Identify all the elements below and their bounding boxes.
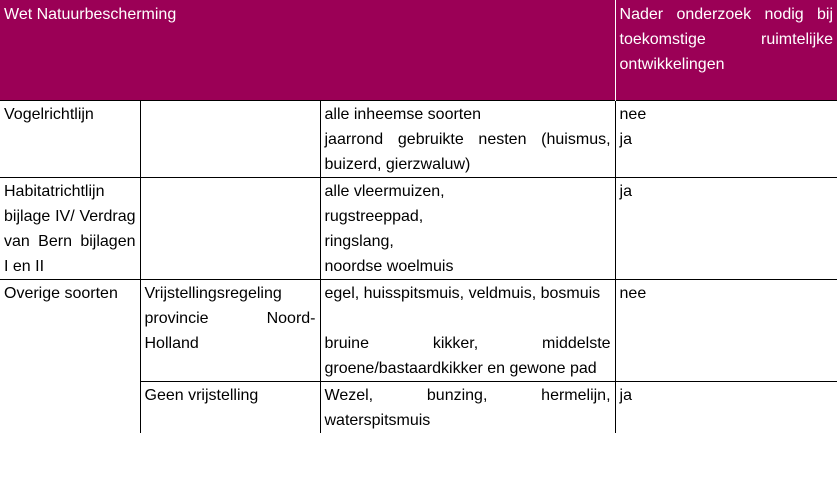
table-row [0, 100, 837, 177]
species-cell [320, 177, 615, 279]
species-item: alle inheemse soorten [324, 105, 482, 123]
species-item: jaarrond gebruikte nesten (huismus, buizerd, gierzwaluw) [324, 130, 611, 173]
table-row [0, 279, 837, 381]
subcategory-cell: Vrijstellingsregeling provincie Noord-Holland [140, 279, 320, 381]
species-item: egel, huisspitsmuis, veldmuis, bosmuis [324, 284, 601, 302]
category-cell: Overige soorten [0, 279, 140, 433]
species-item: noordse woelmuis [324, 257, 454, 275]
subcategory-cell: Geen vrijstelling [140, 381, 320, 433]
species-item: bruine kikker, middelste groene/bastaardkikker en gewone pad [324, 334, 611, 377]
category-cell: Habitatrichtlijn bijlage IV/ Verdrag van Bern bijlagen I en II [0, 177, 140, 279]
table-row [0, 177, 837, 279]
study-cell: ja [615, 177, 837, 279]
species-cell: Wezel, bunzing, hermelijn, waterspitsmuis [320, 381, 615, 433]
species-item: ringslang, [324, 232, 394, 250]
category-cell: Vogelrichtlijn [0, 100, 140, 177]
study-value: nee [619, 105, 647, 123]
subcategory-cell-empty [140, 177, 320, 279]
table-header-row [0, 0, 837, 100]
species-cell [320, 279, 615, 381]
blank-line [325, 306, 611, 331]
header-law: Wet Natuurbescherming [0, 0, 615, 100]
study-cell: ja [615, 381, 837, 433]
study-cell [615, 100, 837, 177]
species-item: rugstreeppad, [324, 207, 424, 225]
species-cell [320, 100, 615, 177]
subcategory-cell-empty [140, 100, 320, 177]
species-item: alle vleermuizen, [324, 182, 445, 200]
study-cell: nee [615, 279, 837, 381]
study-value: ja [619, 130, 632, 148]
header-study: Nader onderzoek nodig bij toekomstige ruimtelijke ontwikkelingen [615, 0, 837, 100]
